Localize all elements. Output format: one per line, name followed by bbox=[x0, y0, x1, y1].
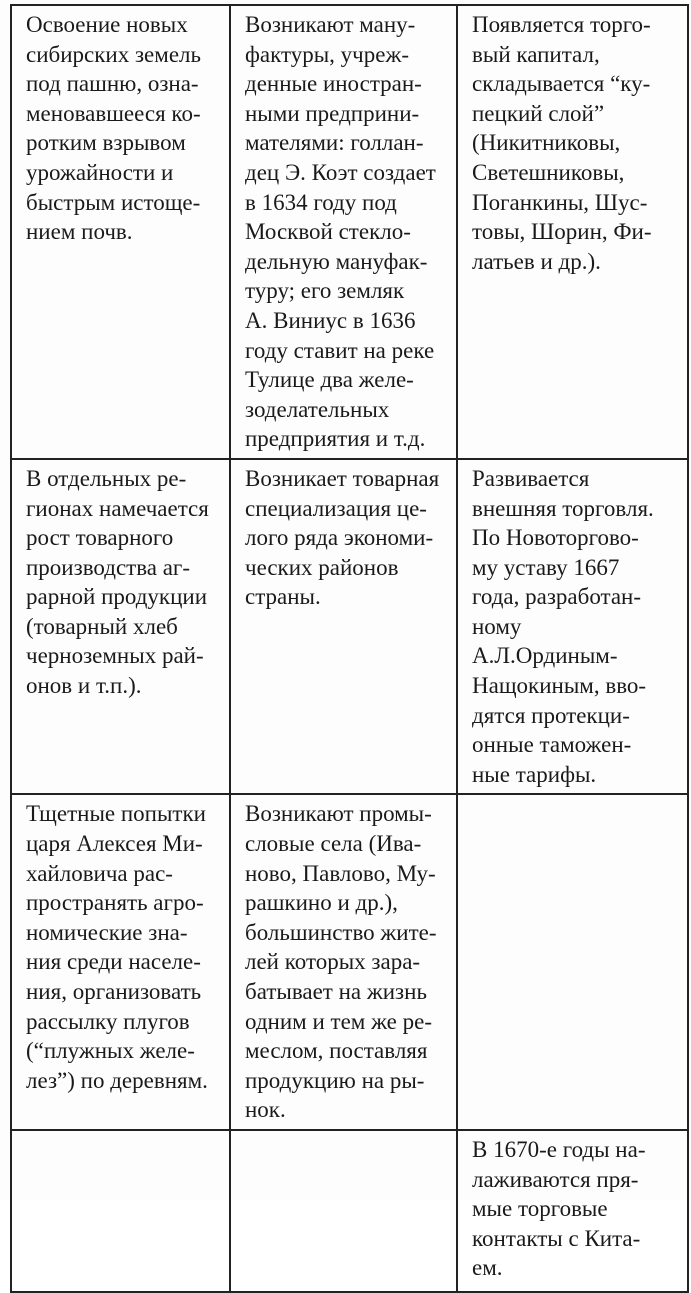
table-cell bbox=[230, 1130, 457, 1292]
cell-text-line: латьев и др.). bbox=[472, 248, 601, 274]
cell-text-line: ному bbox=[472, 613, 522, 639]
cell-text-line: внешняя торговля. bbox=[472, 495, 654, 521]
cell-text-line: Нащокиным, вво- bbox=[472, 673, 647, 699]
cell-text-line: предприятия и т.д. bbox=[245, 426, 426, 452]
cell-text-line: ротким взрывом bbox=[26, 130, 186, 156]
cell-text-line: сибирских земель bbox=[26, 41, 201, 67]
table-cell bbox=[457, 1130, 688, 1292]
cell-text-line: гионах намечается bbox=[26, 495, 209, 521]
cell-text-line: Тулице два желе- bbox=[245, 367, 414, 393]
cell-text-line: ными предприни- bbox=[245, 100, 420, 126]
cell-text-line: лез”) по деревням. bbox=[26, 1067, 208, 1093]
cell-text-line: нок. bbox=[245, 1097, 286, 1123]
cell-text-line: году ставит на реке bbox=[245, 337, 435, 363]
cell-text-line: черноземных рай- bbox=[26, 643, 204, 669]
cell-text-line: производства аг- bbox=[26, 554, 191, 580]
cell-text-line: Развивается bbox=[472, 465, 590, 491]
cell-text-line: лого ряда экономи- bbox=[245, 525, 434, 551]
cell-text-line: дятся протекци- bbox=[472, 702, 630, 728]
cell-text-line: рост товарного bbox=[26, 525, 174, 551]
cell-text-line: Поганкины, Шус- bbox=[472, 189, 648, 215]
cell-text-line: в 1634 году под bbox=[245, 189, 397, 215]
cell-text-line: Возникают промы- bbox=[245, 801, 432, 827]
cell-text-line: большинство жите- bbox=[245, 919, 437, 945]
cell-text-line: В 1670-е годы на- bbox=[472, 1136, 646, 1162]
cell-text-line: денные иностран- bbox=[245, 71, 422, 97]
cell-text-line: Появляется торго- bbox=[472, 12, 651, 37]
cell-text-line: ния, организовать bbox=[26, 979, 202, 1004]
cell-text-line: зоделательных bbox=[245, 396, 390, 422]
table-cell bbox=[11, 459, 230, 795]
cell-text-line: ново, Павлово, Му- bbox=[245, 860, 436, 886]
table-row bbox=[11, 794, 688, 1130]
cell-text-line: (Никитниковы, bbox=[472, 130, 621, 156]
cell-text-line: пецкий слой” bbox=[472, 100, 605, 126]
cell-text-line: ческих районов bbox=[245, 554, 399, 580]
cell-text-line: мателями: голлан- bbox=[245, 130, 424, 156]
cell-text-line: (товарный хлеб bbox=[26, 613, 178, 639]
cell-text-line: хайловича рас- bbox=[26, 860, 173, 886]
cell-text-line: быстрым истоще- bbox=[26, 189, 201, 215]
cell-text-line: мые торговые bbox=[472, 1196, 608, 1222]
cell-text-line: ные тарифы. bbox=[472, 761, 597, 787]
table-row bbox=[11, 1130, 688, 1292]
cell-text-line: складывается “ку- bbox=[472, 71, 651, 97]
cell-text-line: пространять агро- bbox=[26, 890, 204, 916]
cell-text-line: товы, Шорин, Фи- bbox=[472, 219, 652, 245]
cell-text-line: меновавшееся ко- bbox=[26, 100, 201, 126]
cell-text-line: рашкино и др.), bbox=[245, 890, 398, 916]
cell-text-line: вый капитал, bbox=[472, 41, 600, 67]
table-row bbox=[11, 459, 688, 795]
cell-text-line: дельную мануфак- bbox=[245, 248, 428, 274]
cell-text-line: туру; его земляк bbox=[245, 278, 405, 304]
cell-text-line: под пашню, озна- bbox=[26, 71, 199, 97]
cell-text-line: онные таможен- bbox=[472, 732, 632, 758]
cell-text-line: онов и т.п.). bbox=[26, 673, 142, 699]
cell-text-line: лей которых зара- bbox=[245, 949, 421, 975]
cell-text-line: Москвой стекло- bbox=[245, 219, 411, 245]
cell-text-line: А.Л.Ординым- bbox=[472, 643, 618, 669]
table-cell bbox=[11, 5, 230, 459]
table-cell bbox=[230, 794, 457, 1130]
cell-text-line: рассылку плугов bbox=[26, 1008, 190, 1034]
cell-text-line: года, разработан- bbox=[472, 584, 642, 610]
cell-text-line: одним и тем же ре- bbox=[245, 1008, 432, 1034]
cell-text-line: батывает на жизнь bbox=[245, 979, 427, 1004]
cell-text-line: номические зна- bbox=[26, 919, 188, 945]
cell-text-line: ния среди населе- bbox=[26, 949, 201, 975]
cell-text-line: словые села (Ива- bbox=[245, 831, 422, 857]
cell-text-line: царя Алексея Ми- bbox=[26, 831, 203, 857]
cell-text-line: Светешниковы, bbox=[472, 159, 625, 185]
cell-text-line: По Новоторгово- bbox=[472, 525, 639, 551]
history-table bbox=[10, 4, 689, 1293]
cell-text-line: (“плужных желе- bbox=[26, 1038, 195, 1064]
cell-text-line: Освоение новых bbox=[26, 12, 188, 37]
table-cell bbox=[11, 794, 230, 1130]
table-row bbox=[11, 5, 688, 459]
cell-text-line: дец Э. Коэт создает bbox=[245, 159, 436, 185]
cell-text-line: специализация це- bbox=[245, 495, 427, 521]
cell-text-line: В отдельных ре- bbox=[26, 465, 187, 491]
cell-text-line: нием почв. bbox=[26, 219, 133, 245]
cell-text-line: рарной продукции bbox=[26, 584, 208, 610]
cell-text-line: фактуры, учреж- bbox=[245, 41, 410, 67]
table-cell bbox=[230, 459, 457, 795]
cell-text-line: му уставу 1667 bbox=[472, 554, 620, 580]
cell-text-line: урожайности и bbox=[26, 159, 174, 185]
cell-text-line: Возникает товарная bbox=[245, 465, 440, 491]
table-cell bbox=[457, 794, 688, 1130]
table-cell bbox=[457, 459, 688, 795]
cell-text-line: меслом, поставляя bbox=[245, 1038, 428, 1064]
table-cell bbox=[230, 5, 457, 459]
cell-text-line: Тщетные попытки bbox=[26, 801, 206, 827]
cell-text-line: лаживаются пря- bbox=[472, 1166, 639, 1192]
cell-text-line: продукцию на ры- bbox=[245, 1067, 425, 1093]
cell-text-line: Возникают ману- bbox=[245, 12, 416, 37]
cell-text-line: ем. bbox=[472, 1255, 503, 1281]
cell-text-line: страны. bbox=[245, 584, 321, 610]
table-cell bbox=[11, 1130, 230, 1292]
cell-text-line: контакты с Кита- bbox=[472, 1225, 641, 1251]
cell-text-line: А. Виниус в 1636 bbox=[245, 307, 416, 333]
table-cell bbox=[457, 5, 688, 459]
